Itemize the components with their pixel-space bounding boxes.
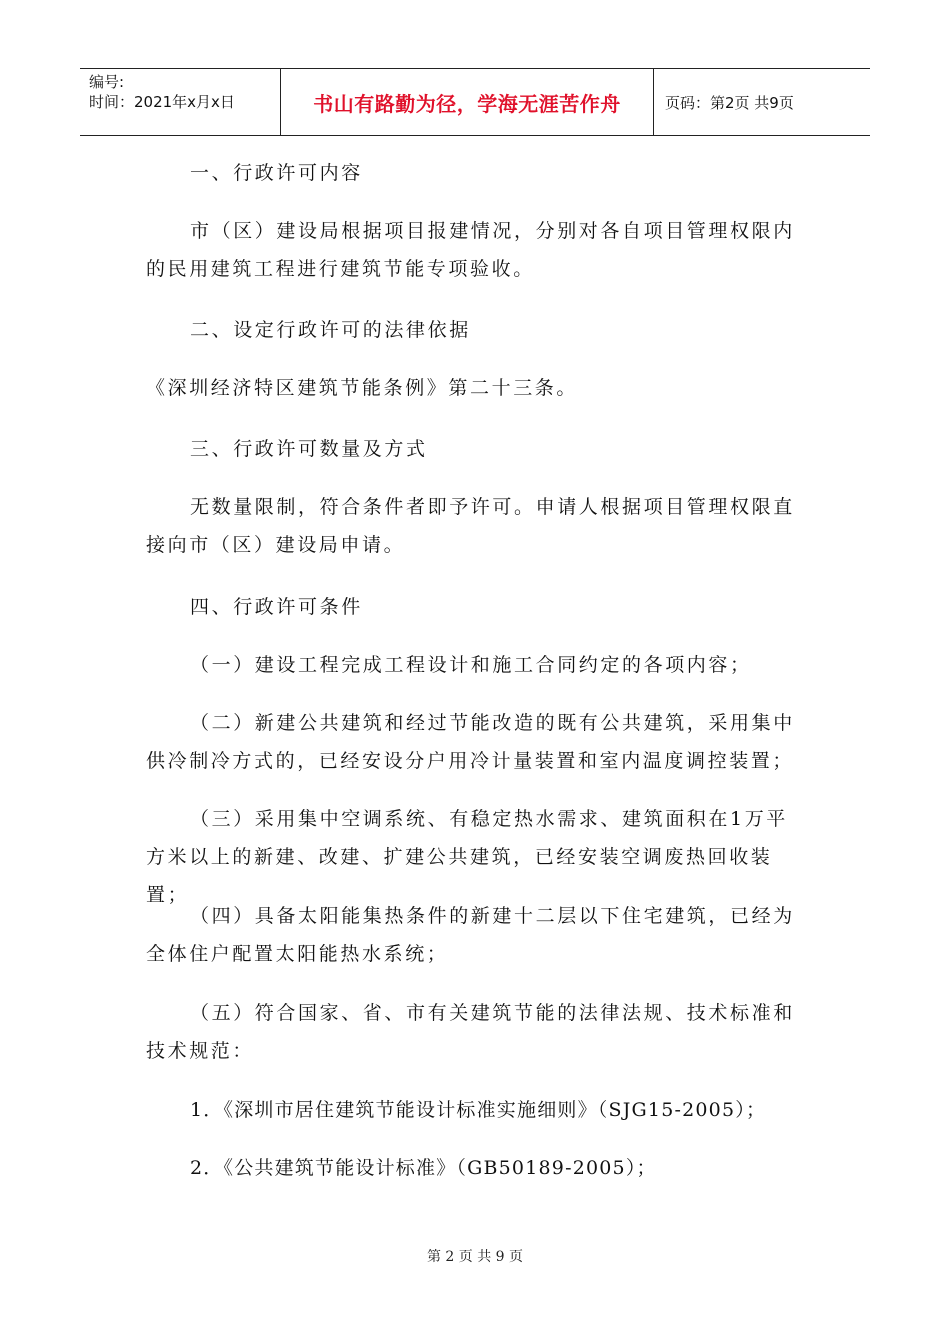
header-motto: 书山有路勤为径，学海无涯苦作舟	[281, 69, 654, 135]
condition-1-text: （一）建设工程完成工程设计和施工合同约定的各项内容；	[190, 654, 752, 676]
section-heading-4: 四、行政许可条件	[190, 596, 363, 618]
standard-1	[146, 1091, 796, 1129]
condition-3-text: （三）采用集中空调系统、有稳定热水需求、建筑面积在1万平方米以上的新建、改建、扩建公共建筑，已经安装空调废热回收装置；	[146, 808, 788, 906]
standard-2	[146, 1149, 796, 1187]
section-heading-1: 一、行政许可内容	[190, 162, 363, 184]
condition-4	[146, 897, 796, 973]
paragraph-2-text: 《深圳经济特区建筑节能条例》第二十三条。	[146, 377, 579, 399]
standard-1-text: 1．《深圳市居住建筑节能设计标准实施细则》（SJG15-2005）；	[190, 1099, 767, 1121]
page-footer: 第 2 页 共 9 页	[426, 1249, 524, 1265]
condition-5-text: （五）符合国家、省、市有关建筑节能的法律法规、技术标准和技术规范：	[146, 1002, 795, 1062]
section-heading-3: 三、行政许可数量及方式	[190, 438, 428, 460]
document-number-label: 编号:	[89, 73, 125, 91]
condition-2	[146, 704, 796, 780]
condition-4-text: （四）具备太阳能集热条件的新建十二层以下住宅建筑，已经为全体住户配置太阳能热水系统；	[146, 905, 795, 965]
section-heading-2: 二、设定行政许可的法律依据	[190, 319, 471, 341]
header-page-code: 页码：第2页 共9页	[665, 93, 794, 112]
header-meta	[80, 69, 281, 135]
paragraph-3-text: 无数量限制，符合条件者即予许可。申请人根据项目管理权限直接向市（区）建设局申请。	[146, 496, 795, 556]
document-time-label: 时间：2021年x月x日	[89, 93, 235, 111]
paragraph-3	[146, 488, 796, 564]
standard-2-text: 2．《公共建筑节能设计标准》（GB50189-2005）；	[190, 1157, 657, 1179]
condition-5	[146, 994, 796, 1070]
paragraph-1	[146, 212, 796, 288]
paragraph-1-text: 市（区）建设局根据项目报建情况，分别对各自项目管理权限内的民用建筑工程进行建筑节能专项验收。	[146, 220, 795, 280]
condition-1	[146, 646, 796, 684]
paragraph-2	[146, 369, 796, 407]
condition-2-text: （二）新建公共建筑和经过节能改造的既有公共建筑，采用集中供冷制冷方式的，已经安设分户用冷计量装置和室内温度调控装置；	[146, 712, 795, 772]
document-header	[80, 68, 870, 136]
